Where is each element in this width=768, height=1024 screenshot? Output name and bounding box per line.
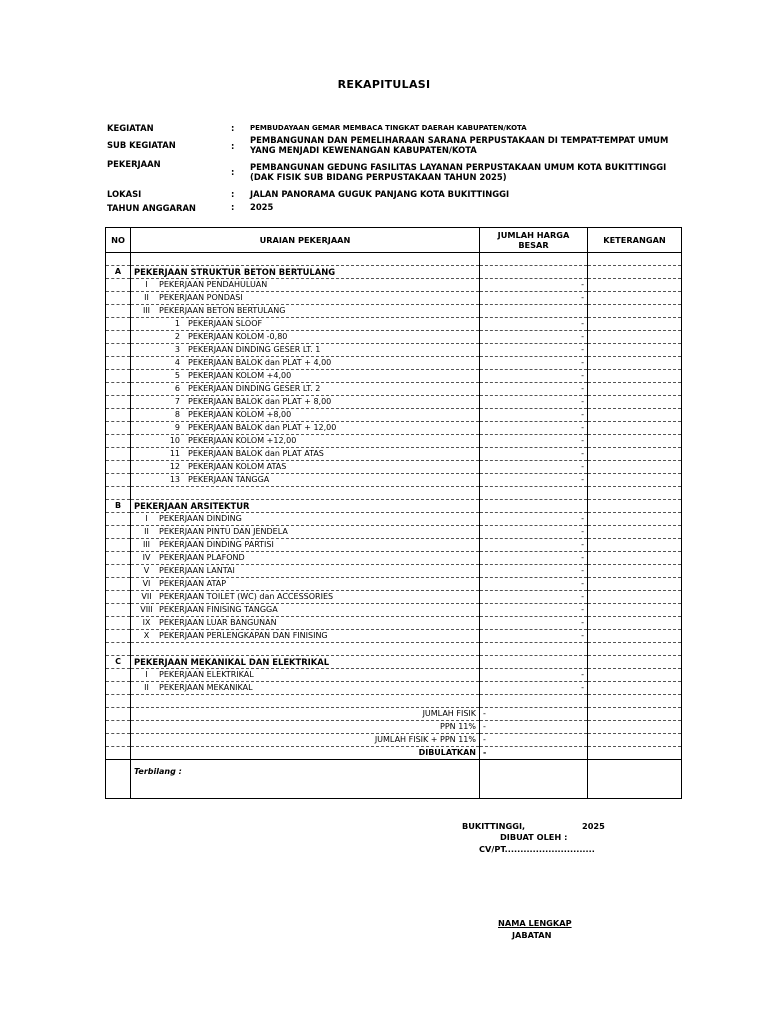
signature-city: BUKITTINGGI, — [462, 821, 526, 831]
terbilang-row — [106, 760, 682, 799]
item-amount: - — [480, 617, 588, 630]
table-row — [106, 461, 682, 474]
kegiatan-label: KEGIATAN — [107, 123, 154, 133]
subitem-no: 5 — [174, 371, 180, 380]
item-no: X — [143, 631, 150, 640]
subitem-label: PEKERJAAN KOLOM ATAS — [188, 462, 287, 471]
table-row — [106, 604, 682, 617]
item-no: II — [144, 683, 149, 692]
item-label: PEKERJAAN PONDASI — [159, 293, 243, 302]
item-amount: - — [480, 526, 588, 539]
total-row-jumlah-fisik — [106, 708, 682, 721]
item-no: I — [145, 514, 148, 523]
table-header-row — [106, 228, 682, 253]
subitem-label: PEKERJAAN SLOOF — [188, 319, 263, 328]
subitem-no: 10 — [169, 436, 180, 445]
signature-position: JABATAN — [512, 930, 552, 940]
item-label: PEKERJAAN ELEKTRIKAL — [159, 670, 254, 679]
document-title: REKAPITULASI — [337, 78, 431, 91]
signature-name: NAMA LENGKAP — [498, 918, 572, 928]
item-amount: - — [480, 578, 588, 591]
pekerjaan-label: PEKERJAAN — [107, 159, 161, 169]
item-label: PEKERJAAN LUAR BANGUNAN — [159, 618, 277, 627]
item-label: PEKERJAAN BETON BERTULANG — [159, 306, 286, 315]
item-amount: - — [480, 604, 588, 617]
subitem-amount: - — [480, 396, 588, 409]
table-row — [106, 539, 682, 552]
table-row — [106, 279, 682, 292]
table-row — [106, 578, 682, 591]
subitem-amount: - — [480, 474, 588, 487]
section-title: PEKERJAAN ARSITEKTUR — [131, 500, 480, 513]
item-no: VIII — [140, 605, 153, 614]
item-label: PEKERJAAN PINTU DAN JENDELA — [159, 527, 288, 536]
subitem-label: PEKERJAAN BALOK dan PLAT + 8,00 — [188, 397, 332, 406]
table-row — [106, 526, 682, 539]
colon: : — [231, 123, 235, 133]
subitem-no: 7 — [174, 397, 180, 406]
spacer-row — [106, 253, 682, 266]
item-amount: - — [480, 591, 588, 604]
subitem-label: PEKERJAAN KOLOM -0,80 — [188, 332, 288, 341]
kegiatan-value: PEMBUDAYAAN GEMAR MEMBACA TINGKAT DAERAH KABUPATEN/KOTA — [250, 124, 527, 132]
table-row — [106, 617, 682, 630]
table-row — [106, 383, 682, 396]
subitem-no: 8 — [174, 410, 180, 419]
item-amount: - — [480, 292, 588, 305]
table-row — [106, 435, 682, 448]
item-label: PEKERJAAN FINISING TANGGA — [159, 605, 278, 614]
terbilang-label: Terbilang : — [131, 760, 480, 799]
item-no: II — [144, 527, 149, 536]
spacer-row — [106, 487, 682, 500]
total-label: DIBULATKAN — [131, 747, 480, 760]
subitem-no: 9 — [174, 423, 180, 432]
subitem-label: PEKERJAAN TANGGA — [188, 475, 270, 484]
subitem-amount: - — [480, 370, 588, 383]
subitem-no: 3 — [174, 345, 180, 354]
subitem-no: 11 — [169, 449, 180, 458]
item-no: V — [143, 566, 150, 575]
item-amount: - — [480, 669, 588, 682]
subitem-no: 13 — [169, 475, 180, 484]
item-label: PEKERJAAN DINDING PARTISI — [159, 540, 274, 549]
table-row — [106, 513, 682, 526]
table-row — [106, 409, 682, 422]
item-amount: - — [480, 630, 588, 643]
item-label: PEKERJAAN DINDING — [159, 514, 242, 523]
sub-kegiatan-label: SUB KEGIATAN — [107, 140, 176, 150]
rekap-table — [105, 227, 682, 799]
subitem-no: 2 — [174, 332, 180, 341]
item-label: PEKERJAAN MEKANIKAL — [159, 683, 253, 692]
spacer-row — [106, 695, 682, 708]
tahun-anggaran-label: TAHUN ANGGARAN — [107, 203, 196, 213]
section-row-a — [106, 266, 682, 279]
subitem-no: 12 — [169, 462, 180, 471]
colon: : — [231, 202, 235, 212]
table-row — [106, 357, 682, 370]
subitem-amount: - — [480, 357, 588, 370]
item-no: II — [144, 293, 149, 302]
table-row — [106, 370, 682, 383]
table-row — [106, 552, 682, 565]
subitem-no: 4 — [174, 358, 180, 367]
item-label: PEKERJAAN LANTAI — [159, 566, 235, 575]
sub-kegiatan-value-2: YANG MENJADI KEWENANGAN KABUPATEN/KOTA — [250, 145, 477, 155]
subitem-no: 6 — [174, 384, 180, 393]
table-row — [106, 305, 682, 318]
subitem-amount: - — [480, 461, 588, 474]
item-amount: - — [480, 682, 588, 695]
signature-company: CV/PT............................. — [479, 844, 595, 854]
pekerjaan-value-2: (DAK FISIK SUB BIDANG PERPUSTAKAAN TAHUN 2025) — [250, 172, 507, 182]
signature-year: 2025 — [582, 821, 605, 831]
signature-dibuat-oleh: DIBUAT OLEH : — [500, 832, 568, 842]
lokasi-value: JALAN PANORAMA GUGUK PANJANG KOTA BUKITTINGGI — [250, 189, 510, 199]
jumlah-header-line-2: BESAR — [518, 240, 549, 250]
table-row — [106, 669, 682, 682]
table-row — [106, 292, 682, 305]
sub-kegiatan-value-1: PEMBANGUNAN DAN PEMELIHARAAN SARANA PERPUSTAKAAN DI TEMPAT-TEMPAT UMUM — [250, 135, 669, 145]
table-row — [106, 422, 682, 435]
section-no: C — [106, 656, 131, 669]
table-row — [106, 591, 682, 604]
subitem-label: PEKERJAAN BALOK dan PLAT + 12,00 — [188, 423, 337, 432]
table-row — [106, 630, 682, 643]
pekerjaan-value-1: PEMBANGUNAN GEDUNG FASILITAS LAYANAN PERPUSTAKAAN UMUM KOTA BUKITTINGGI — [250, 162, 667, 172]
total-amount: - — [480, 734, 588, 747]
section-row-b — [106, 500, 682, 513]
item-no: III — [142, 540, 151, 549]
table-row — [106, 331, 682, 344]
item-label: PEKERJAAN PLAFOND — [159, 553, 245, 562]
total-amount: - — [480, 721, 588, 734]
total-label: JUMLAH FISIK + PPN 11% — [131, 734, 480, 747]
table-row — [106, 565, 682, 578]
section-no: B — [106, 500, 131, 513]
lokasi-label: LOKASI — [107, 189, 142, 199]
subitem-amount: - — [480, 448, 588, 461]
section-row-c — [106, 656, 682, 669]
subitem-label: PEKERJAAN DINDING GESER LT. 2 — [188, 384, 321, 393]
item-no: I — [145, 670, 148, 679]
subitem-label: PEKERJAAN BALOK dan PLAT + 4,00 — [188, 358, 332, 367]
total-row-dibulatkan — [106, 747, 682, 760]
col-header-uraian: URAIAN PEKERJAAN — [131, 228, 480, 253]
table-row — [106, 396, 682, 409]
colon: : — [231, 141, 235, 151]
table-row — [106, 344, 682, 357]
subitem-label: PEKERJAAN DINDING GESER LT. 1 — [188, 345, 321, 354]
subitem-no: 1 — [174, 319, 180, 328]
item-no: VI — [142, 579, 151, 588]
item-no: I — [145, 280, 148, 289]
item-amount: - — [480, 279, 588, 292]
subitem-amount: - — [480, 331, 588, 344]
item-label: PEKERJAAN TOILET (WC) dan ACCESSORIES — [159, 592, 334, 601]
item-label: PEKERJAAN PENDAHULUAN — [159, 280, 268, 289]
item-no: VII — [141, 592, 152, 601]
item-amount: - — [480, 565, 588, 578]
col-header-no: NO — [106, 228, 131, 253]
total-label: JUMLAH FISIK — [131, 708, 480, 721]
total-label: PPN 11% — [131, 721, 480, 734]
table-row — [106, 474, 682, 487]
col-header-keterangan: KETERANGAN — [588, 228, 682, 253]
section-title: PEKERJAAN STRUKTUR BETON BERTULANG — [131, 266, 480, 279]
section-title: PEKERJAAN MEKANIKAL DAN ELEKTRIKAL — [131, 656, 480, 669]
subitem-amount: - — [480, 383, 588, 396]
col-header-jumlah — [480, 228, 588, 253]
subitem-amount: - — [480, 409, 588, 422]
subitem-label: PEKERJAAN KOLOM +8,00 — [188, 410, 292, 419]
item-no: IX — [142, 618, 151, 627]
item-amount — [480, 305, 588, 318]
table-row — [106, 682, 682, 695]
item-label: PEKERJAAN PERLENGKAPAN DAN FINISING — [159, 631, 328, 640]
item-no: IV — [142, 553, 151, 562]
subitem-label: PEKERJAAN KOLOM +12,00 — [188, 436, 297, 445]
subitem-label: PEKERJAAN BALOK dan PLAT ATAS — [188, 449, 324, 458]
subitem-amount: - — [480, 435, 588, 448]
subitem-amount: - — [480, 318, 588, 331]
item-amount: - — [480, 513, 588, 526]
subitem-label: PEKERJAAN KOLOM +4,00 — [188, 371, 292, 380]
item-amount: - — [480, 539, 588, 552]
colon: : — [231, 189, 235, 199]
subitem-amount: - — [480, 344, 588, 357]
jumlah-header-line-1: JUMLAH HARGA — [497, 230, 570, 240]
item-label: PEKERJAAN ATAP — [159, 579, 227, 588]
item-amount: - — [480, 552, 588, 565]
total-row-ppn — [106, 721, 682, 734]
total-amount: - — [480, 747, 588, 760]
colon: : — [231, 167, 235, 177]
subitem-amount: - — [480, 422, 588, 435]
tahun-anggaran-value: 2025 — [250, 202, 274, 212]
total-row-jumlah-ppn — [106, 734, 682, 747]
table-row — [106, 448, 682, 461]
table-row — [106, 318, 682, 331]
spacer-row — [106, 643, 682, 656]
section-no: A — [106, 266, 131, 279]
total-amount: - — [480, 708, 588, 721]
item-no: III — [142, 306, 151, 315]
